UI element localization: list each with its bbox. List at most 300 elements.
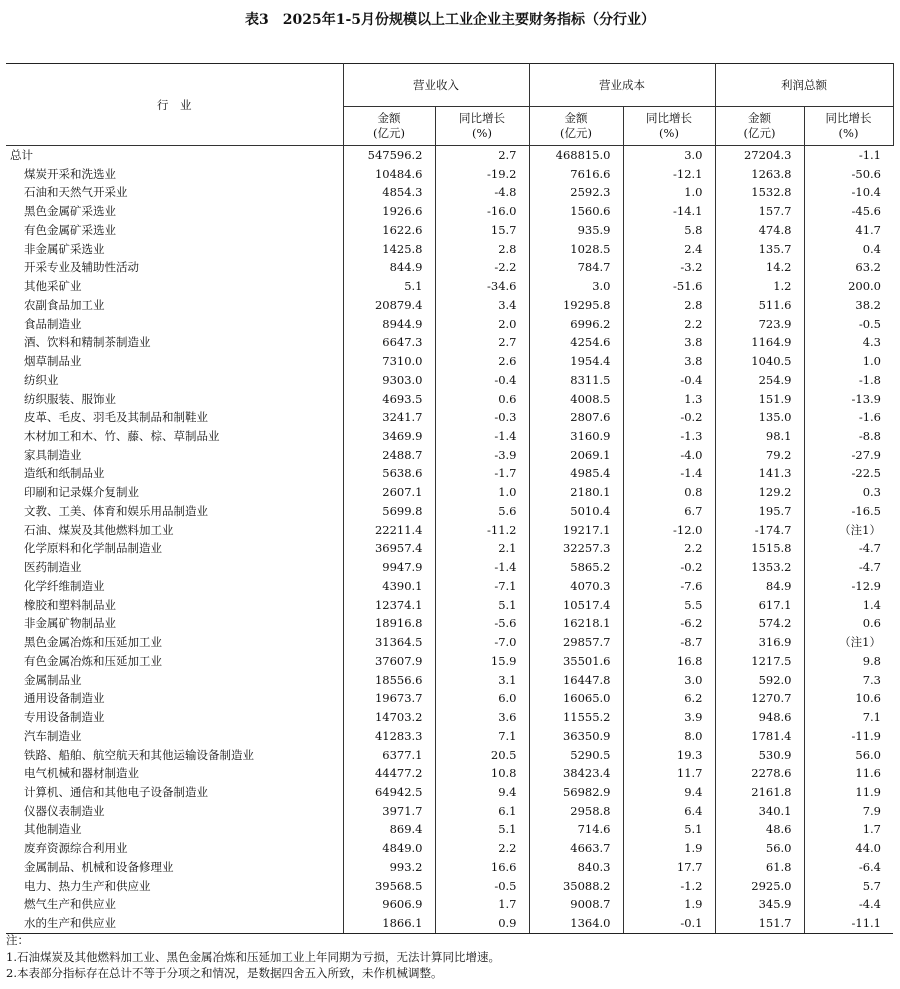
- cost-amount-cell: 7616.6: [529, 165, 623, 184]
- cost-amount-cell: 5290.5: [529, 746, 623, 765]
- profit-amount-cell: 135.0: [715, 408, 804, 427]
- profit-growth-cell: -1.8: [858, 372, 881, 387]
- profit-growth-cell: 10.6: [855, 691, 881, 706]
- industry-name-cell: 煤炭开采和洗选业: [6, 165, 343, 184]
- table-row: [6, 352, 893, 371]
- revenue-growth-cell: -7.1: [435, 577, 529, 596]
- note-1: 1.石油煤炭及其他燃料加工业、黑色金属冶炼和压延加工业上年同期为亏损，无法计算同比增速。: [6, 949, 500, 964]
- cost-amount-cell: 29857.7: [529, 633, 623, 652]
- cost-growth-cell: -1.2: [623, 877, 715, 896]
- cost-growth-cell: 3.8: [623, 333, 715, 352]
- profit-amount-cell: 1353.2: [715, 558, 804, 577]
- industry-name-cell: 仪器仪表制造业: [6, 802, 343, 821]
- cost-amount-cell: 35088.2: [529, 877, 623, 896]
- revenue-amount-cell: 6647.3: [343, 333, 435, 352]
- revenue-amount-cell: 64942.5: [343, 783, 435, 802]
- cost-growth-cell: 3.0: [623, 671, 715, 690]
- profit-amount-header: 金额 (亿元): [715, 107, 804, 146]
- revenue-amount-cell: 5.1: [343, 277, 435, 296]
- profit-growth-cell: 7.9: [862, 803, 881, 818]
- industry-name-cell: 金属制品、机械和设备修理业: [6, 858, 343, 877]
- profit-amount-cell: 195.7: [715, 502, 804, 521]
- revenue-amount-cell: 8944.9: [343, 315, 435, 334]
- profit-growth-cell: 44.0: [855, 841, 881, 856]
- revenue-growth-cell: -1.7: [435, 464, 529, 483]
- revenue-growth-cell: -0.3: [435, 408, 529, 427]
- cost-growth-cell: 2.8: [623, 296, 715, 315]
- cost-amount-cell: 36350.9: [529, 727, 623, 746]
- revenue-growth-cell: 2.7: [435, 333, 529, 352]
- cost-amount-cell: 2958.8: [529, 802, 623, 821]
- revenue-growth-cell: 10.8: [435, 764, 529, 783]
- cost-amount-cell: 38423.4: [529, 764, 623, 783]
- profit-growth-cell: 63.2: [855, 260, 881, 275]
- revenue-amount-cell: 37607.9: [343, 652, 435, 671]
- profit-amount-cell: 511.6: [715, 296, 804, 315]
- cost-growth-cell: 3.8: [623, 352, 715, 371]
- revenue-amount-cell: 2607.1: [343, 483, 435, 502]
- revenue-growth-cell: 5.6: [435, 502, 529, 521]
- table-row: [6, 596, 893, 615]
- revenue-growth-cell: 16.6: [435, 858, 529, 877]
- revenue-growth-cell: 3.1: [435, 671, 529, 690]
- cost-amount-cell: 1364.0: [529, 914, 623, 933]
- profit-amount-cell: 2161.8: [715, 783, 804, 802]
- profit-amount-cell: 129.2: [715, 483, 804, 502]
- cost-growth-cell: -7.6: [623, 577, 715, 596]
- revenue-amount-cell: 10484.6: [343, 165, 435, 184]
- revenue-amount-cell: 1425.8: [343, 240, 435, 259]
- table-row: [6, 783, 893, 802]
- industry-name-cell: 开采专业及辅助性活动: [6, 258, 343, 277]
- cost-amount-cell: 10517.4: [529, 596, 623, 615]
- profit-growth-cell: （注1）: [839, 635, 881, 650]
- revenue-amount-cell: 1926.6: [343, 202, 435, 221]
- profit-amount-cell: 1781.4: [715, 727, 804, 746]
- cost-amount-cell: 8311.5: [529, 371, 623, 390]
- revenue-growth-cell: 2.6: [435, 352, 529, 371]
- table-row: [6, 502, 893, 521]
- cost-growth-cell: -6.2: [623, 614, 715, 633]
- revenue-growth-header: 同比增长 (%): [435, 107, 529, 146]
- industry-name-cell: 黑色金属冶炼和压延加工业: [6, 633, 343, 652]
- table-row: [6, 521, 893, 540]
- cost-growth-cell: -4.0: [623, 446, 715, 465]
- table-row: [6, 689, 893, 708]
- industry-name-cell: 非金属矿物制品业: [6, 614, 343, 633]
- cost-amount-cell: 16065.0: [529, 689, 623, 708]
- cost-growth-cell: 11.7: [623, 764, 715, 783]
- profit-growth-cell: -8.8: [858, 429, 881, 444]
- revenue-growth-cell: 20.5: [435, 746, 529, 765]
- cost-growth-cell: 2.2: [623, 539, 715, 558]
- table-row: [6, 539, 893, 558]
- profit-amount-cell: 316.9: [715, 633, 804, 652]
- profit-amount-cell: 56.0: [715, 839, 804, 858]
- industry-name-cell: 黑色金属矿采选业: [6, 202, 343, 221]
- profit-growth-cell: -11.9: [851, 728, 881, 743]
- revenue-growth-cell: 2.0: [435, 315, 529, 334]
- industry-header: 行 业: [6, 64, 343, 146]
- cost-amount-cell: 19217.1: [529, 521, 623, 540]
- cost-growth-cell: 5.8: [623, 221, 715, 240]
- revenue-growth-cell: 5.1: [435, 820, 529, 839]
- revenue-amount-cell: 18916.8: [343, 614, 435, 633]
- revenue-amount-cell: 19673.7: [343, 689, 435, 708]
- profit-amount-cell: 617.1: [715, 596, 804, 615]
- industry-name-cell: 铁路、船舶、航空航天和其他运输设备制造业: [6, 746, 343, 765]
- profit-growth-cell: -50.6: [851, 166, 881, 181]
- profit-amount-cell: 1270.7: [715, 689, 804, 708]
- revenue-growth-cell: 3.6: [435, 708, 529, 727]
- revenue-growth-cell: 15.9: [435, 652, 529, 671]
- cost-amount-cell: 6996.2: [529, 315, 623, 334]
- cost-amount-cell: 5010.4: [529, 502, 623, 521]
- profit-growth-cell: -4.7: [858, 560, 881, 575]
- revenue-growth-cell: -0.4: [435, 371, 529, 390]
- profit-growth-cell: 5.7: [862, 878, 881, 893]
- revenue-amount-cell: 547596.2: [343, 146, 435, 165]
- table-row: [6, 802, 893, 821]
- cost-amount-cell: 16218.1: [529, 614, 623, 633]
- profit-amount-cell: 157.7: [715, 202, 804, 221]
- industry-name-cell: 计算机、通信和其他电子设备制造业: [6, 783, 343, 802]
- industry-name-cell: 专用设备制造业: [6, 708, 343, 727]
- table-row: [6, 839, 893, 858]
- profit-growth-cell: 56.0: [855, 747, 881, 762]
- profit-amount-cell: 530.9: [715, 746, 804, 765]
- cost-growth-header: 同比增长 (%): [623, 107, 715, 146]
- profit-growth-cell: 0.3: [862, 485, 881, 500]
- cost-growth-cell: -0.2: [623, 408, 715, 427]
- profit-growth-cell: 1.4: [862, 597, 881, 612]
- cost-growth-cell: -0.1: [623, 914, 715, 933]
- industry-name-cell: 纺织服装、服饰业: [6, 390, 343, 409]
- cost-growth-cell: 16.8: [623, 652, 715, 671]
- cost-growth-cell: -12.1: [623, 165, 715, 184]
- cost-growth-cell: 9.4: [623, 783, 715, 802]
- profit-growth-cell: 1.7: [862, 822, 881, 837]
- cost-group-header: 营业成本: [529, 64, 715, 107]
- revenue-amount-cell: 1866.1: [343, 914, 435, 933]
- industry-name-cell: 化学原料和化学制品制造业: [6, 539, 343, 558]
- table-row: [6, 165, 893, 184]
- cost-amount-cell: 4008.5: [529, 390, 623, 409]
- profit-amount-cell: 474.8: [715, 221, 804, 240]
- revenue-growth-cell: 1.0: [435, 483, 529, 502]
- cost-growth-cell: -1.4: [623, 464, 715, 483]
- revenue-growth-cell: -4.8: [435, 183, 529, 202]
- industry-name-cell: 燃气生产和供应业: [6, 895, 343, 914]
- profit-growth-cell: -10.4: [851, 185, 881, 200]
- revenue-amount-cell: 3469.9: [343, 427, 435, 446]
- table-row: [6, 333, 893, 352]
- revenue-growth-cell: 2.8: [435, 240, 529, 259]
- revenue-growth-cell: 7.1: [435, 727, 529, 746]
- revenue-amount-cell: 22211.4: [343, 521, 435, 540]
- profit-amount-cell: 340.1: [715, 802, 804, 821]
- profit-amount-cell: 98.1: [715, 427, 804, 446]
- revenue-growth-cell: 2.1: [435, 539, 529, 558]
- industry-name-cell: 电力、热力生产和供应业: [6, 877, 343, 896]
- revenue-amount-cell: 36957.4: [343, 539, 435, 558]
- cost-amount-cell: 935.9: [529, 221, 623, 240]
- cost-growth-cell: -51.6: [623, 277, 715, 296]
- profit-growth-cell: -45.6: [851, 204, 881, 219]
- profit-amount-cell: 1532.8: [715, 183, 804, 202]
- industry-name-cell: 有色金属冶炼和压延加工业: [6, 652, 343, 671]
- revenue-growth-cell: -19.2: [435, 165, 529, 184]
- profit-amount-cell: 27204.3: [715, 146, 804, 165]
- cost-amount-cell: 2592.3: [529, 183, 623, 202]
- cost-amount-cell: 1028.5: [529, 240, 623, 259]
- industry-name-cell: 非金属矿采选业: [6, 240, 343, 259]
- industry-name-cell: 木材加工和木、竹、藤、棕、草制品业: [6, 427, 343, 446]
- cost-growth-cell: 1.9: [623, 839, 715, 858]
- revenue-growth-cell: 1.7: [435, 895, 529, 914]
- revenue-growth-cell: -1.4: [435, 427, 529, 446]
- revenue-amount-cell: 4854.3: [343, 183, 435, 202]
- revenue-growth-cell: -7.0: [435, 633, 529, 652]
- cost-amount-cell: 32257.3: [529, 539, 623, 558]
- profit-growth-cell: -6.4: [858, 859, 881, 874]
- profit-amount-cell: 254.9: [715, 371, 804, 390]
- revenue-amount-cell: 2488.7: [343, 446, 435, 465]
- profit-growth-cell: 4.3: [862, 335, 881, 350]
- revenue-growth-cell: 9.4: [435, 783, 529, 802]
- revenue-amount-cell: 3241.7: [343, 408, 435, 427]
- revenue-amount-cell: 9606.9: [343, 895, 435, 914]
- cost-amount-cell: 4985.4: [529, 464, 623, 483]
- revenue-amount-cell: 9303.0: [343, 371, 435, 390]
- revenue-amount-cell: 12374.1: [343, 596, 435, 615]
- table-row: [6, 371, 893, 390]
- cost-amount-cell: 4254.6: [529, 333, 623, 352]
- industry-name-cell: 食品制造业: [6, 315, 343, 334]
- table-row: [6, 633, 893, 652]
- industry-name-cell: 烟草制品业: [6, 352, 343, 371]
- industry-name-cell: 有色金属矿采选业: [6, 221, 343, 240]
- cost-amount-cell: 3160.9: [529, 427, 623, 446]
- revenue-amount-cell: 4693.5: [343, 390, 435, 409]
- table-row: [6, 427, 893, 446]
- table-title: 表3 2025年1-5月份规模以上工业企业主要财务指标（分行业）: [245, 12, 655, 28]
- cost-amount-cell: 56982.9: [529, 783, 623, 802]
- table-row: [6, 408, 893, 427]
- industry-name-cell: 橡胶和塑料制品业: [6, 596, 343, 615]
- profit-growth-cell: 200.0: [848, 279, 881, 294]
- table-row: [6, 464, 893, 483]
- profit-growth-cell: 38.2: [855, 297, 881, 312]
- revenue-amount-header: 金额 (亿元): [343, 107, 435, 146]
- financial-indicators-table: [6, 63, 894, 934]
- cost-amount-cell: 11555.2: [529, 708, 623, 727]
- table-row: [6, 914, 893, 933]
- profit-amount-cell: 948.6: [715, 708, 804, 727]
- cost-amount-cell: 714.6: [529, 820, 623, 839]
- industry-name-cell: 化学纤维制造业: [6, 577, 343, 596]
- table-row: [6, 240, 893, 259]
- cost-amount-cell: 9008.7: [529, 895, 623, 914]
- table-row: [6, 708, 893, 727]
- profit-growth-cell: 7.3: [862, 672, 881, 687]
- cost-growth-cell: 5.1: [623, 820, 715, 839]
- cost-growth-cell: 8.0: [623, 727, 715, 746]
- profit-growth-cell: -0.5: [858, 316, 881, 331]
- cost-growth-cell: 1.9: [623, 895, 715, 914]
- profit-growth-cell: 0.6: [862, 616, 881, 631]
- cost-growth-cell: 6.2: [623, 689, 715, 708]
- revenue-amount-cell: 9947.9: [343, 558, 435, 577]
- revenue-growth-cell: -5.6: [435, 614, 529, 633]
- table-row: [6, 202, 893, 221]
- industry-name-cell: 农副食品加工业: [6, 296, 343, 315]
- cost-amount-header: 金额 (亿元): [529, 107, 623, 146]
- cost-growth-cell: -14.1: [623, 202, 715, 221]
- table-row: [6, 315, 893, 334]
- revenue-growth-cell: -16.0: [435, 202, 529, 221]
- profit-growth-cell: 11.9: [855, 784, 881, 799]
- profit-amount-cell: 141.3: [715, 464, 804, 483]
- profit-amount-cell: 14.2: [715, 258, 804, 277]
- profit-amount-cell: -174.7: [715, 521, 804, 540]
- cost-amount-cell: 784.7: [529, 258, 623, 277]
- revenue-amount-cell: 39568.5: [343, 877, 435, 896]
- cost-growth-cell: -0.2: [623, 558, 715, 577]
- profit-amount-cell: 1515.8: [715, 539, 804, 558]
- cost-growth-cell: 0.8: [623, 483, 715, 502]
- profit-amount-cell: 1.2: [715, 277, 804, 296]
- revenue-amount-cell: 7310.0: [343, 352, 435, 371]
- industry-name-cell: 其他采矿业: [6, 277, 343, 296]
- cost-amount-cell: 3.0: [529, 277, 623, 296]
- note-2: 2.本表部分指标存在总计不等于分项之和情况，是数据四舍五入所致，未作机械调整。: [6, 966, 443, 980]
- revenue-growth-cell: 6.1: [435, 802, 529, 821]
- revenue-amount-cell: 4849.0: [343, 839, 435, 858]
- profit-amount-cell: 135.7: [715, 240, 804, 259]
- revenue-amount-cell: 18556.6: [343, 671, 435, 690]
- cost-amount-cell: 840.3: [529, 858, 623, 877]
- revenue-growth-cell: -3.9: [435, 446, 529, 465]
- table-row: [6, 558, 893, 577]
- profit-amount-cell: 2925.0: [715, 877, 804, 896]
- industry-name-cell: 印刷和记录媒介复制业: [6, 483, 343, 502]
- profit-amount-cell: 2278.6: [715, 764, 804, 783]
- revenue-amount-cell: 41283.3: [343, 727, 435, 746]
- industry-name-cell: 金属制品业: [6, 671, 343, 690]
- industry-name-cell: 石油和天然气开采业: [6, 183, 343, 202]
- table-row: [6, 820, 893, 839]
- industry-name-cell: 酒、饮料和精制茶制造业: [6, 333, 343, 352]
- profit-growth-cell: 1.0: [862, 354, 881, 369]
- cost-amount-cell: 2069.1: [529, 446, 623, 465]
- cost-amount-cell: 16447.8: [529, 671, 623, 690]
- industry-name-cell: 石油、煤炭及其他燃料加工业: [6, 521, 343, 540]
- cost-amount-cell: 4070.3: [529, 577, 623, 596]
- cost-amount-cell: 35501.6: [529, 652, 623, 671]
- profit-growth-cell: -4.4: [858, 897, 881, 912]
- industry-name-cell: 其他制造业: [6, 820, 343, 839]
- profit-amount-cell: 79.2: [715, 446, 804, 465]
- cost-growth-cell: 2.4: [623, 240, 715, 259]
- profit-amount-cell: 345.9: [715, 895, 804, 914]
- revenue-growth-cell: -34.6: [435, 277, 529, 296]
- cost-growth-cell: 1.3: [623, 390, 715, 409]
- table-row: [6, 183, 893, 202]
- table-row: [6, 652, 893, 671]
- industry-name-cell: 废弃资源综合利用业: [6, 839, 343, 858]
- revenue-growth-cell: -11.2: [435, 521, 529, 540]
- table-row: [6, 296, 893, 315]
- industry-name-cell: 通用设备制造业: [6, 689, 343, 708]
- profit-growth-cell: （注1）: [839, 522, 881, 537]
- cost-amount-cell: 2807.6: [529, 408, 623, 427]
- profit-amount-cell: 723.9: [715, 315, 804, 334]
- cost-growth-cell: 2.2: [623, 315, 715, 334]
- profit-growth-cell: -16.5: [851, 503, 881, 518]
- table-body: [6, 146, 893, 934]
- cost-amount-cell: 5865.2: [529, 558, 623, 577]
- revenue-growth-cell: 0.9: [435, 914, 529, 933]
- profit-amount-cell: 61.8: [715, 858, 804, 877]
- profit-growth-cell: -1.6: [858, 410, 881, 425]
- industry-name-cell: 电气机械和器材制造业: [6, 764, 343, 783]
- cost-amount-cell: 1560.6: [529, 202, 623, 221]
- industry-name-cell: 皮革、毛皮、羽毛及其制品和制鞋业: [6, 408, 343, 427]
- profit-growth-header: 同比增长 (%): [804, 107, 893, 146]
- cost-growth-cell: 19.3: [623, 746, 715, 765]
- profit-group-header: 利润总额: [715, 64, 893, 107]
- revenue-amount-cell: 5699.8: [343, 502, 435, 521]
- industry-name-cell: 医药制造业: [6, 558, 343, 577]
- profit-growth-cell: 41.7: [855, 222, 881, 237]
- revenue-growth-cell: 5.1: [435, 596, 529, 615]
- cost-growth-cell: -0.4: [623, 371, 715, 390]
- profit-growth-cell: 7.1: [862, 710, 881, 725]
- cost-growth-cell: 6.4: [623, 802, 715, 821]
- industry-name-cell: 造纸和纸制品业: [6, 464, 343, 483]
- industry-name-cell: 汽车制造业: [6, 727, 343, 746]
- notes: [6, 932, 893, 982]
- cost-growth-cell: -8.7: [623, 633, 715, 652]
- profit-growth-cell: -27.9: [851, 447, 881, 462]
- profit-amount-cell: 151.9: [715, 390, 804, 409]
- industry-name-cell: 总计: [6, 146, 343, 165]
- profit-growth-cell: -1.1: [858, 148, 881, 162]
- revenue-growth-cell: 2.2: [435, 839, 529, 858]
- table-row: [6, 258, 893, 277]
- cost-amount-cell: 468815.0: [529, 146, 623, 165]
- cost-growth-cell: 1.0: [623, 183, 715, 202]
- cost-growth-cell: 6.7: [623, 502, 715, 521]
- revenue-growth-cell: 3.4: [435, 296, 529, 315]
- profit-amount-cell: 1263.8: [715, 165, 804, 184]
- table-row: [6, 483, 893, 502]
- table-row: [6, 858, 893, 877]
- table-row: [6, 746, 893, 765]
- profit-amount-cell: 574.2: [715, 614, 804, 633]
- profit-amount-cell: 48.6: [715, 820, 804, 839]
- revenue-growth-cell: 6.0: [435, 689, 529, 708]
- revenue-growth-cell: -2.2: [435, 258, 529, 277]
- revenue-amount-cell: 3971.7: [343, 802, 435, 821]
- cost-growth-cell: 3.9: [623, 708, 715, 727]
- industry-name-cell: 水的生产和供应业: [6, 914, 343, 933]
- revenue-amount-cell: 4390.1: [343, 577, 435, 596]
- table-row: [6, 895, 893, 914]
- industry-name-cell: 文教、工美、体育和娱乐用品制造业: [6, 502, 343, 521]
- cost-amount-cell: 2180.1: [529, 483, 623, 502]
